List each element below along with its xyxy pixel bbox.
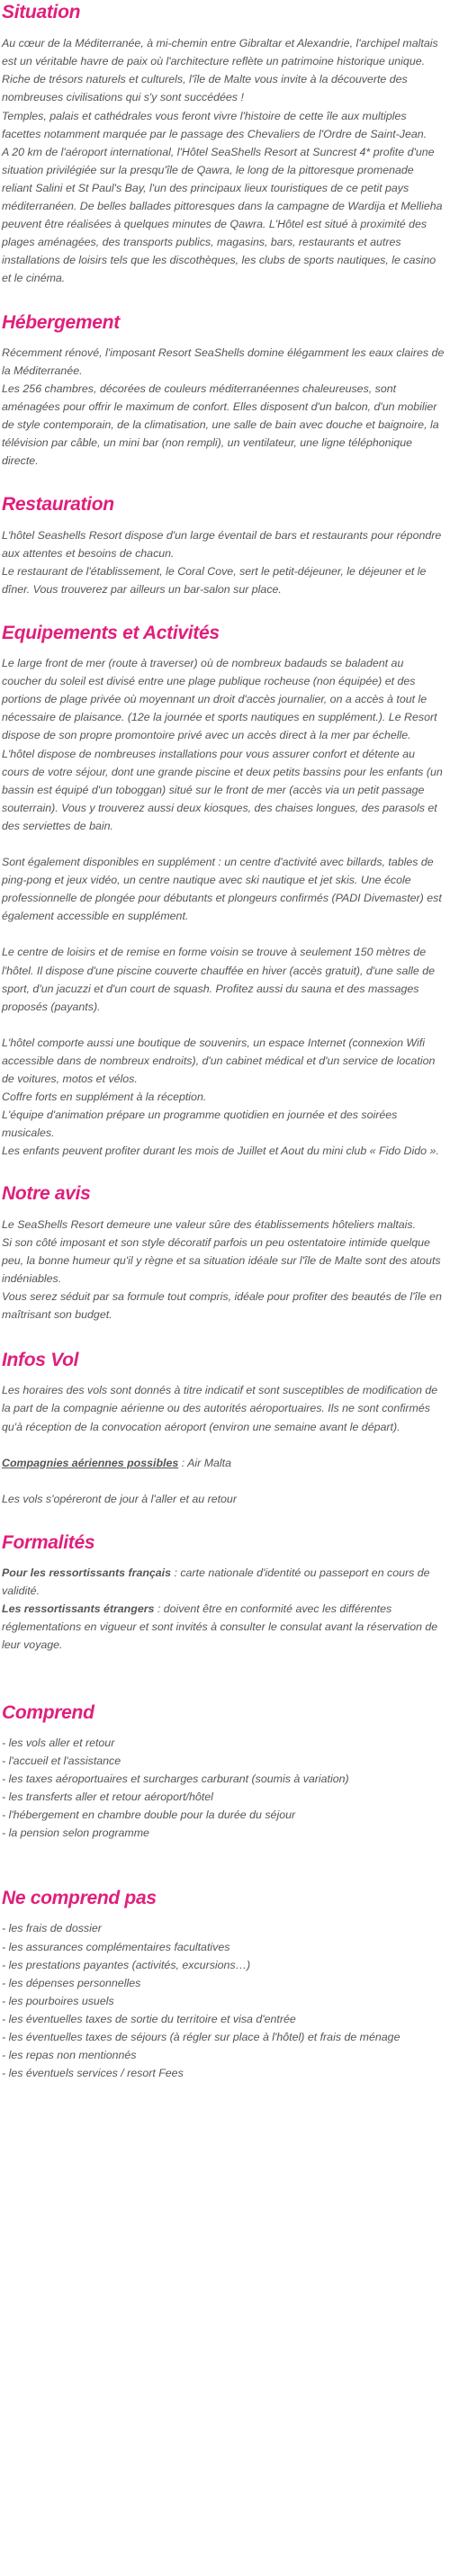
- list-item: - les vols aller et retour: [2, 1736, 115, 1749]
- list-item: - les taxes aéroportuaires et surcharges carburant (soumis à variation): [2, 1772, 349, 1785]
- list-item: - les repas non mentionnés: [2, 2049, 137, 2062]
- section-infos-vol: [2, 1349, 445, 1508]
- hebergement-text-2: Les 256 chambres, décorées de couleurs méditerranéennes chaleureuses, sont aménagées pour offrir le maximum de confort. Elles disposent d'un balcon, d'un mobilier de style contemporain, de la climatisation, une salle de bain avec douche et baignoire, la télévision par câble, un mini bar (non rempli), un ventilateur, une ligne téléphonique directe.: [2, 381, 439, 468]
- paragraph-gap: [2, 1436, 445, 1454]
- paragraph-gap: [2, 835, 445, 853]
- situation-text-1: Au cœur de la Méditerranée, à mi-chemin entre Gibraltar et Alexandrie, l'archipel maltais est un véritable havre de paix où l'architecture reflète un patrimoine historique unique.: [2, 37, 438, 68]
- formalites-foreign-label: Les ressortissants étrangers: [2, 1602, 155, 1616]
- list-item: - les frais de dossier: [2, 1922, 102, 1935]
- list-item: - les éventuels services / resort Fees: [2, 2067, 184, 2080]
- hebergement-text-1: Récemment rénové, l'imposant Resort SeaShells domine élégamment les eaux claires de la Méditerranée.: [2, 346, 445, 377]
- list-item: - l'accueil et l'assistance: [2, 1754, 122, 1767]
- section-title-avis: Notre avis: [2, 1183, 91, 1205]
- equipements-text-5: L'hôtel comporte aussi une boutique de souvenirs, un espace Internet (connexion Wifi accessible dans de nombreux endroits), d'un cabinet médical et d'un service de location de voitures, motos et vélos.: [2, 1036, 436, 1085]
- formalites-foreign-text: : doivent être en conformité avec les différentes réglementations en vigueur et sont invités à consulter le consulat avant la réservation de leur voyage.: [2, 1602, 438, 1652]
- avis-text-1: Le SeaShells Resort demeure une valeur sûre des établissements hôteliers maltais.: [2, 1217, 417, 1231]
- avis-text-3: Vous serez séduit par sa formule tout compris, idéale pour profiter des beautés de l'île en maîtrisant son budget.: [2, 1290, 442, 1322]
- section-equipements: [2, 622, 445, 1161]
- list-item: - les transferts aller et retour aéroport/hôtel: [2, 1790, 213, 1803]
- infos-vol-text-1: Les horaires des vols sont donnés à titre indicatif et sont susceptibles de modification de la part de la compagnie aérienne ou des autorités aéroportuaires. Ils ne sont confirmés qu'à réception de la convocation aéroport (environ une semaine avant le départ).: [2, 1384, 438, 1433]
- section-title-situation: Situation: [2, 2, 81, 22]
- airline-label: Compagnies aériennes possibles: [2, 1456, 179, 1469]
- restauration-text-2: Le restaurant de l'établissement, le Coral Cove, sert le petit-déjeuner, le déjeuner et le dîner. Vous trouverez par ailleurs un bar-salon sur place.: [2, 564, 427, 596]
- section-title-infos-vol: Infos Vol: [2, 1350, 79, 1371]
- airline-line: [2, 1454, 445, 1472]
- formalites-french-label: Pour les ressortissants français: [2, 1566, 172, 1580]
- section-title-formalites: Formalités: [2, 1531, 95, 1553]
- equipements-text-1: Le large front de mer (route à traverser) où de nombreux badauds se baladent au coucher du soleil est divisé entre une plage publique rocheuse (non équipée) et des portions de plage privée où moyennant un droit d'accès journalier, on a accès à tout le nécessaire de plaisance. (12e la journée et sports nautiques en supplément.). Le Resort dispose de son propre promontoire privé avec un accès direct à la mer par échelle.: [2, 657, 437, 742]
- list-item: - la pension selon programme: [2, 1827, 149, 1840]
- list-item: - les assurances complémentaires facultatives: [2, 1940, 230, 1953]
- section-formalites: [2, 1531, 445, 1655]
- equipements-text-4: Le centre de loisirs et de remise en forme voisin se trouve à seulement 150 mètres de l'hôtel. Il dispose d'une piscine couverte chauffée en hiver (accès gratuit), d'une salle de sport, d'un jacuzzi et d'un court de squash. Profitez aussi du sauna et des massages proposés (payants).: [2, 946, 435, 1013]
- equipements-text-3: Sont également disponibles en supplément : un centre d'activité avec billards, tables de ping-pong et jeux vidéo, un centre nautique avec ski nautique et jet skis. Une école professionnelle de plongée pour débutants et plongeurs confirmés (PADI Divemaster) est également accessible en supplément.: [2, 856, 442, 923]
- list-item: - les dépenses personnelles: [2, 1976, 141, 1989]
- section-hebergement: [2, 311, 445, 471]
- paragraph-gap: [2, 1016, 445, 1034]
- equipements-text-6: Coffre forts en supplément à la réception.: [2, 1091, 207, 1104]
- list-item: - les prestations payantes (activités, excursions…): [2, 1958, 251, 1971]
- equipements-text-8: Les enfants peuvent profiter durant les mois de Juillet et Aout du mini club « Fido Dido ».: [2, 1144, 439, 1158]
- section-avis: [2, 1182, 445, 1324]
- avis-text-2: Si son côté imposant et son style décoratif parfois un peu ostentatoire intimide quelque peu, la bonne humeur qu'il y règne et sa situation idéale sur l'île de Malte sont des atouts indéniables.: [2, 1235, 441, 1285]
- formalites-foreign: [2, 1600, 445, 1654]
- section-title-equipements: Equipements et Activités: [2, 622, 220, 643]
- situation-text-4: A 20 km de l'aéroport international, l'Hôtel SeaShells Resort at Suncrest 4* profite d'une situation privilégiée sur la presqu'île de Qawra, le long de la pittoresque promenade reliant Salini et St Paul's Bay, l'un des principaux lieux touristiques de ce petit pays méditerranéen. De belles ballades pittoresques dans la campagne de Wardija et Mellieha peuvent être réalisées à quelques minutes de Qawra. L'Hôtel est situé à proximité des plages aménagées, des transports publics, magasins, bars, restaurants et autres installations de loisirs tels que les discothèques, les clubs de sports nautiques, le casino et le cinéma.: [2, 145, 443, 285]
- restauration-text-1: L'hôtel Seashells Resort dispose d'un large éventail de bars et restaurants pour répondre aux attentes et besoins de chacun.: [2, 528, 442, 560]
- paragraph-gap: [2, 925, 445, 943]
- section-ne-comprend-pas: [2, 1887, 445, 2082]
- section-situation: [2, 1, 445, 288]
- section-restauration: [2, 493, 445, 598]
- list-item: - les pourboires usuels: [2, 1994, 114, 2007]
- equipements-text-7: L'équipe d'animation prépare un programme quotidien en journée et des soirées musicales.: [2, 1108, 398, 1140]
- page: [0, 1, 445, 2082]
- equipements-text-2: L'hôtel dispose de nombreuses installations pour vous assurer confort et détente au cours de votre séjour, dont une grande piscine et deux petits bassins pour les enfants (un bassin est équipé d'un toboggan) situé sur le front de mer (accès via un petit passage souterrain). Vous y trouverez aussi deux kiosques, des chaises longues, des parasols et des serviettes de bain.: [2, 747, 443, 832]
- situation-text-2: Riche de trésors naturels et culturels, l'île de Malte vous invite à la découverte des nombreuses civilisations qui s'y sont succédées !: [2, 73, 408, 104]
- formalites-french: [2, 1564, 445, 1600]
- section-title-restauration: Restauration: [2, 494, 114, 516]
- paragraph-gap: [2, 1472, 445, 1490]
- infos-vol-text-3: Les vols s'opéreront de jour à l'aller et au retour: [2, 1492, 237, 1505]
- section-comprend: [2, 1701, 445, 1843]
- airline-value: : Air Malta: [178, 1456, 232, 1469]
- formalites-french-text: : carte nationale d'identité ou passeport en cours de validité.: [2, 1566, 430, 1598]
- situation-text-3: Temples, palais et cathédrales vous feront vivre l'histoire de cette île aux multiples facettes notamment marquée par le passage des Chevaliers de l'Ordre de Saint-Jean.: [2, 109, 428, 140]
- list-item: - les éventuelles taxes de séjours (à régler sur place à l'hôtel) et frais de ménage: [2, 2031, 400, 2043]
- section-title-ne-comprend-pas: Ne comprend pas: [2, 1888, 157, 1909]
- list-item: - les éventuelles taxes de sortie du territoire et visa d'entrée: [2, 2012, 296, 2025]
- section-title-comprend: Comprend: [2, 1701, 94, 1723]
- section-title-hebergement: Hébergement: [2, 311, 120, 333]
- list-item: - l'hébergement en chambre double pour la durée du séjour: [2, 1809, 296, 1822]
